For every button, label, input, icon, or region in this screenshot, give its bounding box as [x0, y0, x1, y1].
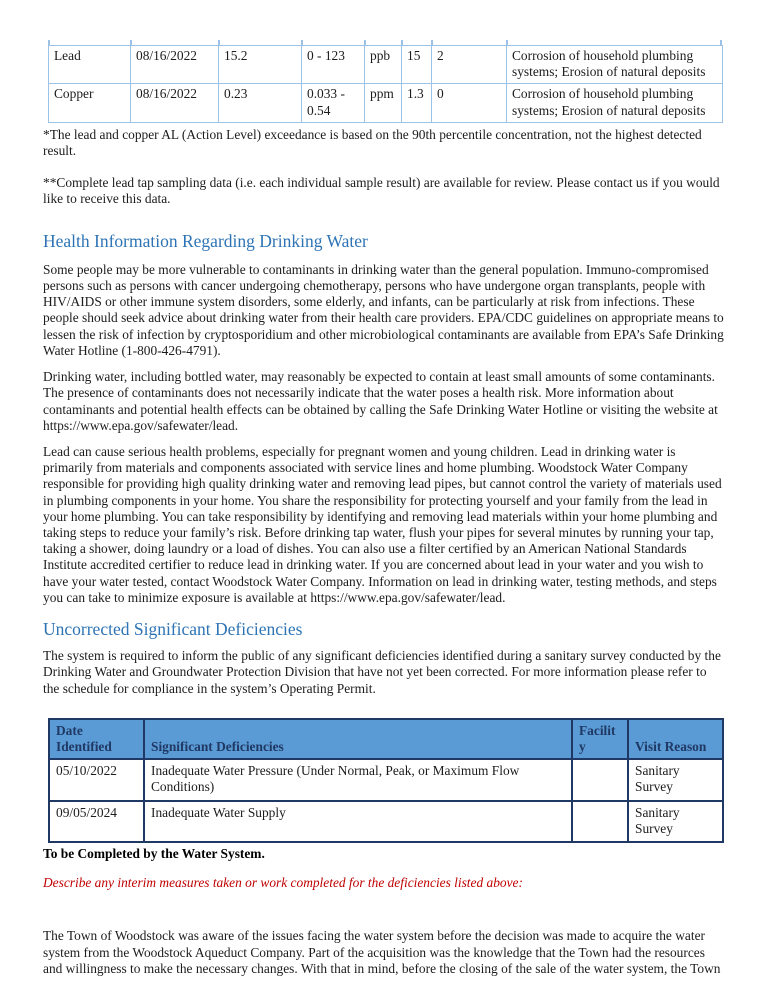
tick-mark	[431, 40, 433, 45]
header-visit-reason: Visit Reason	[628, 719, 723, 759]
cell-range: 0 - 123	[302, 46, 365, 84]
header-facility: Facility	[572, 719, 628, 759]
completed-by-label: To be Completed by the Water System.	[43, 845, 265, 861]
cell-facility	[572, 759, 628, 801]
cell-date: 08/16/2022	[131, 46, 219, 84]
cell-units: ppb	[365, 46, 402, 84]
tick-mark	[401, 40, 403, 45]
tick-mark	[48, 40, 50, 45]
cell-date: 08/16/2022	[131, 84, 219, 122]
cell-likely-source: Corrosion of household plumbing systems; Erosion of natural deposits	[507, 84, 723, 122]
cell-likely-source: Corrosion of household plumbing systems; Erosion of natural deposits	[507, 46, 723, 84]
cell-sites-above: 2	[432, 46, 507, 84]
cell-level: 0.23	[219, 84, 302, 122]
deficiency-row	[49, 759, 723, 801]
deficiency-table-header-row	[49, 719, 723, 759]
tick-mark	[364, 40, 366, 45]
deficiency-table	[48, 718, 724, 843]
footnote-sampling-data: **Complete lead tap sampling data (i.e. each individual sample result) are available for review. Please contact us if you would like to receive this data.	[43, 175, 720, 207]
tick-mark	[301, 40, 303, 45]
header-date-identified: Date Identified	[49, 719, 144, 759]
response-paragraph: The Town of Woodstock was aware of the issues facing the water system before the decision was made to acquire the water system from the Woodstock Aqueduct Company. Part of the acquisition was the knowledge that the Town had the resources and willingness to make the necessary changes. With that in mind, before the closing of the sale of the water system, the Town	[43, 928, 721, 976]
deficiency-row	[49, 801, 723, 841]
cell-action-level: 15	[402, 46, 432, 84]
cell-contaminant: Copper	[49, 84, 131, 122]
deficiencies-heading: Uncorrected Significant Deficiencies	[43, 618, 303, 639]
lead-row	[49, 46, 723, 84]
deficiencies-intro: The system is required to inform the public of any significant deficiencies identified during a sanitary survey conducted by the Drinking Water and Groundwater Protection Division that have not yet been corrected. For more information please refer to the schedule for compliance in the system’s Operating Permit.	[43, 648, 721, 696]
copper-row	[49, 84, 723, 122]
footnote-action-level: *The lead and copper AL (Action Level) exceedance is based on the 90th percentile concentration, not the highest detected result.	[43, 126, 702, 159]
cell-units: ppm	[365, 84, 402, 122]
tick-mark	[218, 40, 220, 45]
health-paragraph-3: Lead can cause serious health problems, especially for pregnant women and young children. Lead in drinking water is primarily from materials and components associated with service lines and home plumbing. Woodstock Water Company responsible for providing high quality drinking water and removing lead pipes, but cannot control the variety of materials used in plumbing components in your home. You share the responsibility for protecting yourself and your family from the lead in your home plumbing. You can take responsibility by identifying and removing lead materials within your home plumbing and taking steps to reduce your family’s risk. Before drinking tap water, flush your pipes for several minutes by running your tap, taking a shower, doing laundry or a load of dishes. You can also use a filter certified by an American National Standards Institute accredited certifier to reduce lead in drinking water. If you are concerned about lead in your water and you wish to have your water tested, contact Woodstock Water Company. Information on lead in drinking water, testing methods, and steps you can take to minimize exposure is available at https://www.epa.gov/safewater/lead.	[43, 443, 722, 605]
lead-copper-table	[48, 45, 723, 123]
cell-visit-reason: Sanitary Survey	[628, 759, 723, 801]
cell-action-level: 1.3	[402, 84, 432, 122]
cell-level: 15.2	[219, 46, 302, 84]
interim-measures-prompt: Describe any interim measures taken or work completed for the deficiencies listed above:	[43, 875, 523, 891]
header-significant-deficiencies: Significant Deficiencies	[144, 719, 572, 759]
tick-mark	[720, 40, 722, 45]
health-info-heading: Health Information Regarding Drinking Water	[43, 230, 368, 251]
cell-sites-above: 0	[432, 84, 507, 122]
cell-visit-reason: Sanitary Survey	[628, 801, 723, 841]
tick-mark	[506, 40, 508, 45]
cell-range: 0.033 - 0.54	[302, 84, 365, 122]
cell-date-identified: 09/05/2024	[49, 801, 144, 841]
table-continuation-ticks	[0, 40, 768, 45]
cell-deficiency: Inadequate Water Pressure (Under Normal, Peak, or Maximum Flow Conditions)	[144, 759, 572, 801]
health-paragraph-2: Drinking water, including bottled water, may reasonably be expected to contain at least small amounts of some contaminants. The presence of contaminants does not necessarily indicate that the water poses a health risk. More information about contaminants and potential health effects can be obtained by calling the Safe Drinking Water Hotline or visiting the website at https://www.epa.gov/safewater/lead.	[43, 369, 718, 433]
cell-facility	[572, 801, 628, 841]
cell-contaminant: Lead	[49, 46, 131, 84]
cell-deficiency: Inadequate Water Supply	[144, 801, 572, 841]
tick-mark	[130, 40, 132, 45]
cell-date-identified: 05/10/2022	[49, 759, 144, 801]
health-paragraph-1: Some people may be more vulnerable to contaminants in drinking water than the general population. Immuno-compromised persons such as persons with cancer undergoing chemotherapy, persons who have undergone organ transplants, people with HIV/AIDS or other immune system disorders, some elderly, and infants, can be particularly at risk from infections. These people should seek advice about drinking water from their health care providers. EPA/CDC guidelines on appropriate means to lessen the risk of infection by cryptosporidium and other microbiological contaminants are available from EPA’s Safe Drinking Water Hotline (1-800-426-4791).	[43, 261, 724, 358]
